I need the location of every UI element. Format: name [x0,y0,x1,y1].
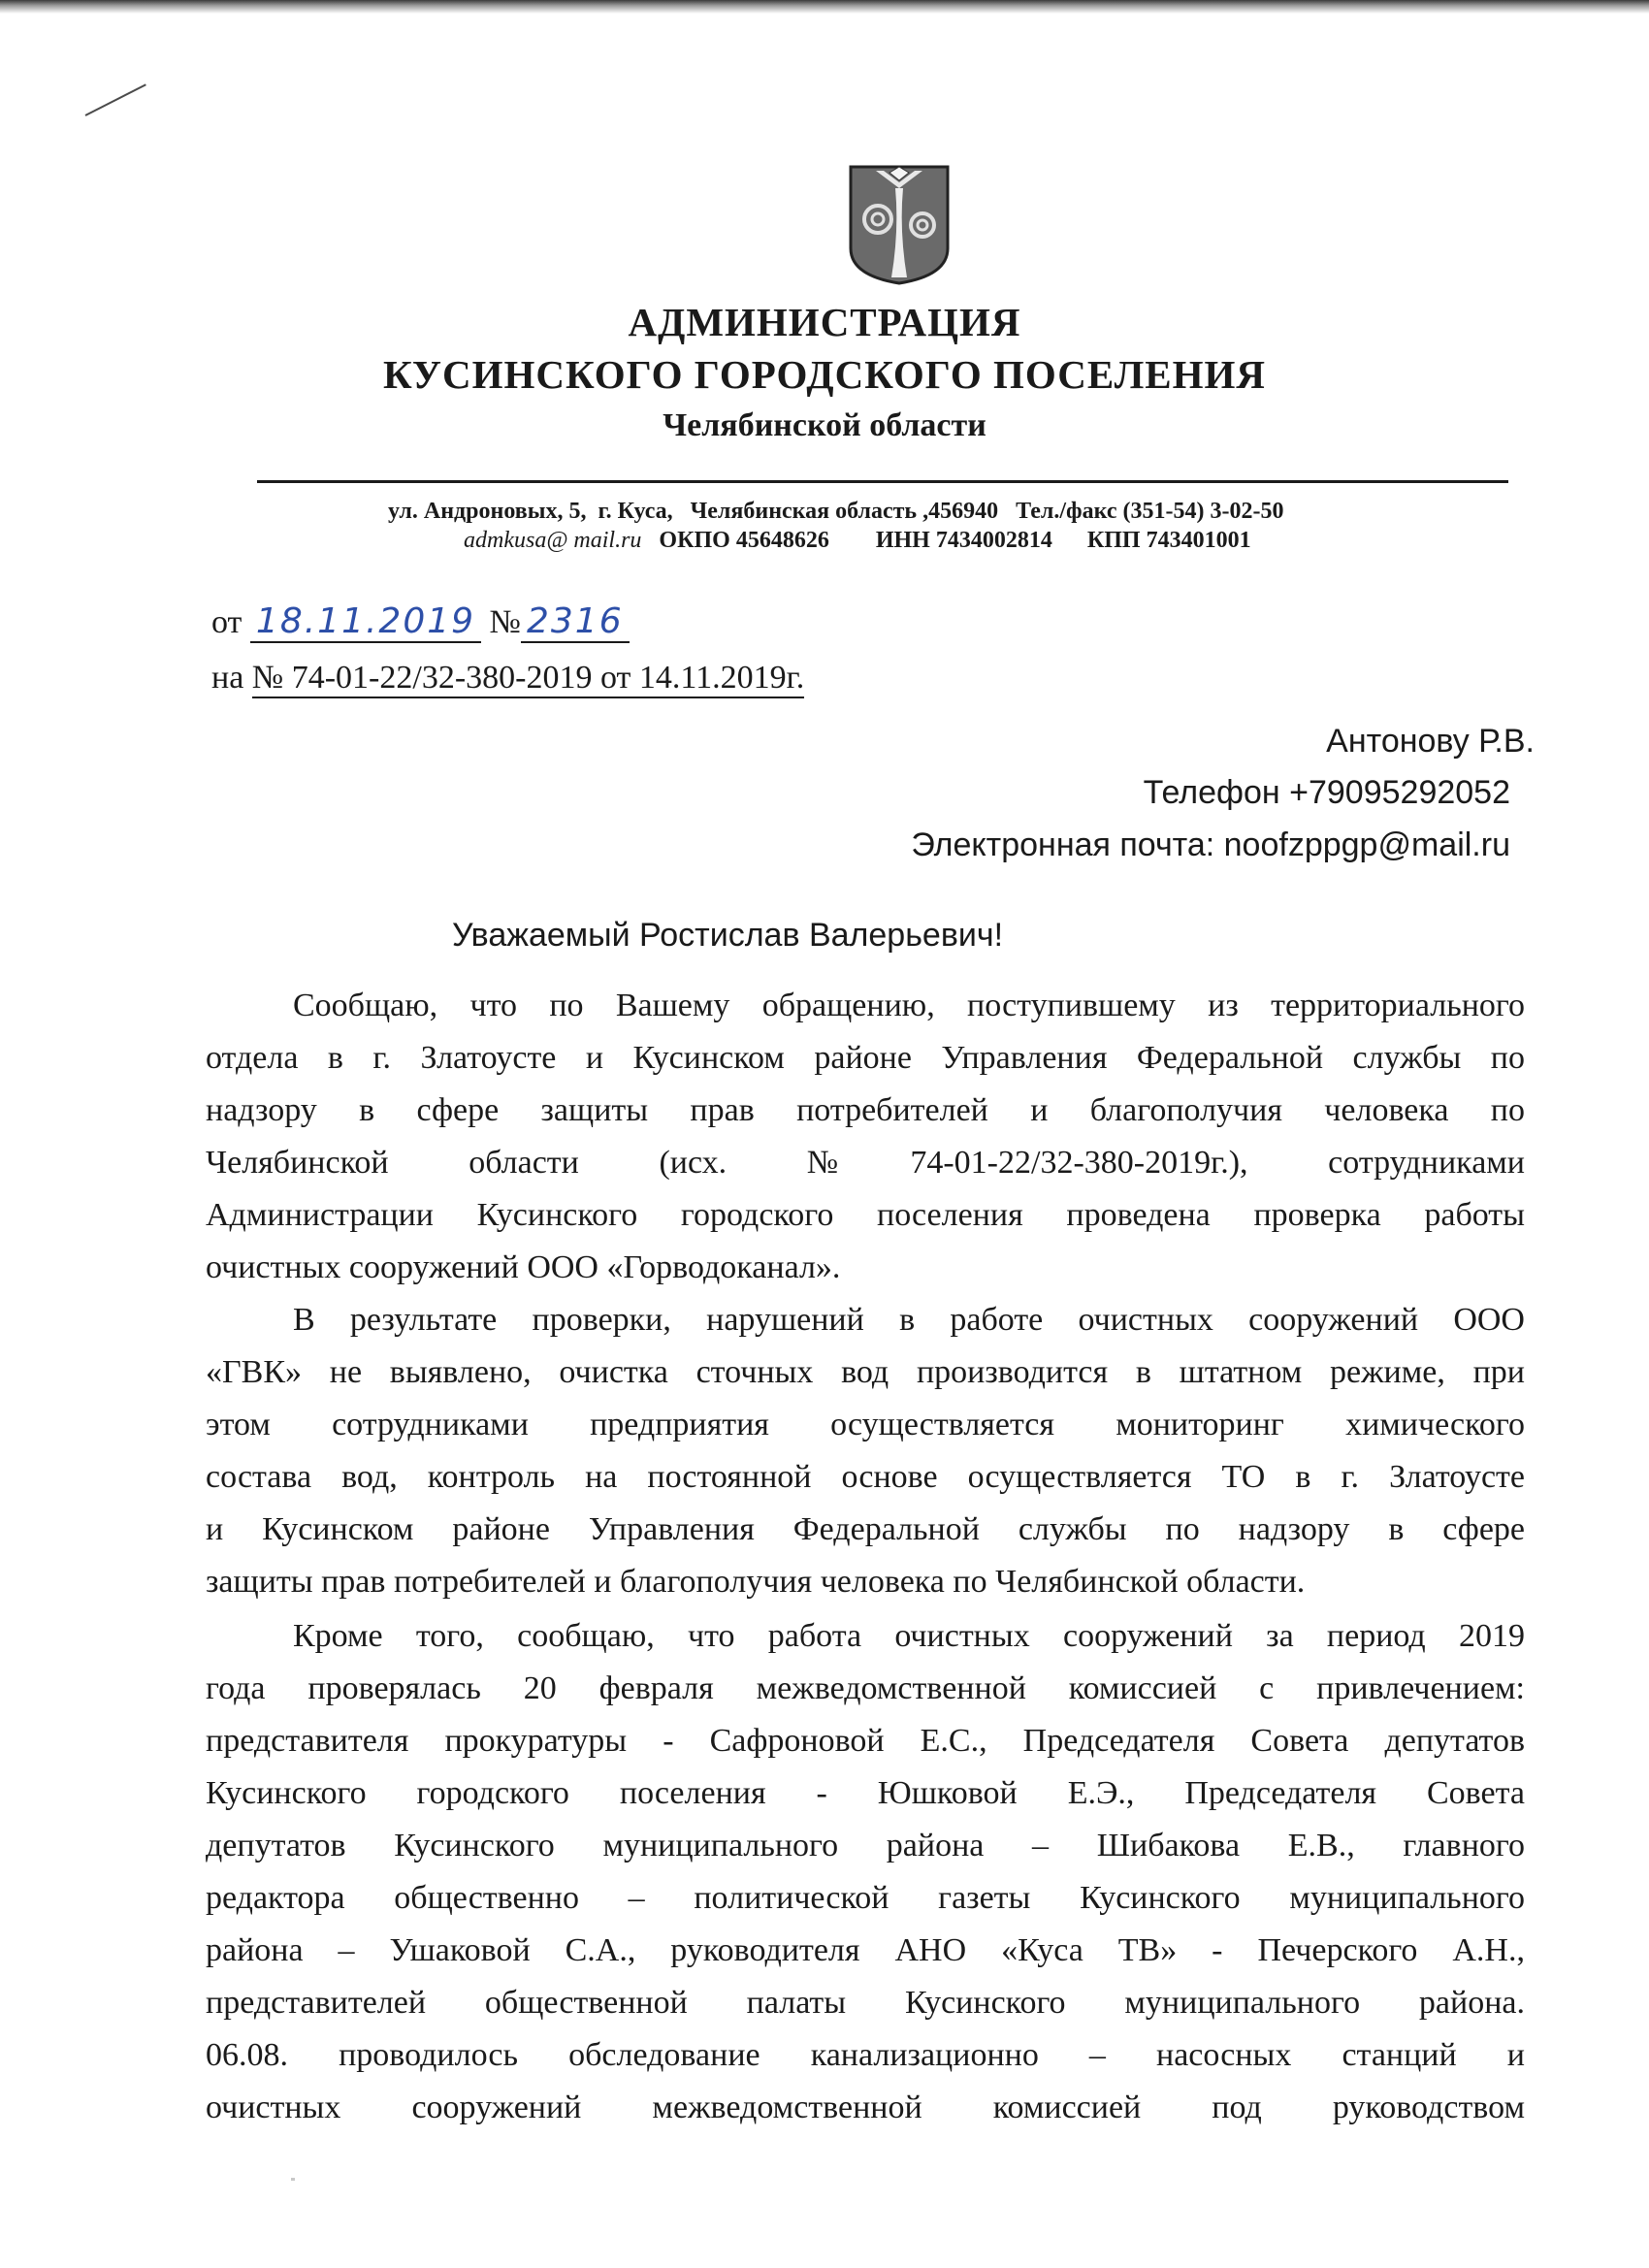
body-line: В результате проверки, нарушений в работе очистных сооружений ООО [293,1302,1525,1338]
registration-line [211,601,630,643]
addressee-phone: Телефон +79095292052 [1143,774,1510,811]
handwritten-number: 2316 [521,601,630,643]
from-label: от [211,604,242,640]
org-address-line: ул. Андроновых, 5, г. Куса, Челябинская область ,456940 Тел./факс (351-54) 3-02-50 [388,499,1284,524]
body-line: очистных сооружений ООО «Горводоканал». [206,1249,841,1285]
org-email: admkusa@ mail.ru [464,528,642,553]
org-okpo: ОКПО 45648626 [659,528,829,553]
org-subtitle: КУСИНСКОГО ГОРОДСКОГО ПОСЕЛЕНИЯ [382,352,1267,397]
org-kpp: КПП 743401001 [1086,528,1251,553]
body-line: представителя прокуратуры - Сафроновой Е.С., Председателя Совета депутатов [206,1723,1525,1759]
body-line: депутатов Кусинского муниципального района – Шибакова Е.В., главного [206,1828,1525,1863]
reference-line [211,660,804,698]
scan-speck [291,2178,295,2181]
addressee-email: Электронная почта: noofzppgp@mail.ru [911,826,1510,863]
header-rule [257,480,1508,483]
org-inn: ИНН 7434002814 [875,528,1052,553]
body-line: Кроме того, сообщаю, что работа очистных сооружений за период 2019 [293,1618,1525,1654]
addressee-name: Антонову Р.В. [1326,723,1535,760]
body-line: этом сотрудниками предприятия осуществляется мониторинг химического [206,1407,1525,1442]
handwritten-date: 18.11.2019 [250,601,481,643]
body-line: года проверялась 20 февраля межведомственной комиссией с привлечением: [206,1670,1525,1706]
org-title: АДМИНИСТРАЦИЯ [628,300,1021,344]
body-line: представителей общественной палаты Кусинского муниципального района. [206,1985,1525,2021]
body-line: Кусинского городского поселения - Юшковой Е.Э., Председателя Совета [206,1775,1525,1811]
body-line: 06.08. проводилось обследование канализационно – насосных станций и [206,2037,1525,2073]
ref-text: № 74-01-22/32-380-2019 от 14.11.2019г. [252,660,804,698]
body-line: «ГВК» не выявлено, очистка сточных вод производится в штатном режиме, при [206,1354,1525,1390]
body-line: защиты прав потребителей и благополучия человека по Челябинской области. [206,1564,1306,1600]
coat-of-arms-emblem [847,163,952,287]
body-line: состава вод, контроль на постоянной основе осуществляется ТО в г. Златоусте [206,1459,1525,1495]
body-line: надзору в сфере защиты прав потребителей и благополучия человека по [206,1092,1525,1128]
salutation: Уважаемый Ростислав Валерьевич! [451,917,1004,954]
body-line: Челябинской области (исх. №74-01-22/32-380-2019г.), сотрудниками [206,1145,1525,1181]
ref-prefix: на [211,660,244,696]
body-line: редактора общественно – политической газеты Кусинского муниципального [206,1880,1525,1916]
body-line: района – Ушаковой С.А., руководителя АНО «Куса ТВ» - Печерского А.Н., [206,1932,1525,1968]
number-label: № [489,604,521,640]
body-line: Администрации Кусинского городского поселения проведена проверка работы [206,1197,1525,1233]
body-line: отдела в г. Златоусте и Кусинском районе Управления Федеральной службы по [206,1040,1525,1076]
scan-edge [0,0,1649,14]
body-line: и Кусинском районе Управления Федеральной службы по надзору в сфере [206,1511,1525,1547]
pen-mark [85,83,146,116]
body-line: Сообщаю, что по Вашему обращению, поступившему из территориального [293,988,1525,1023]
org-region: Челябинской области [663,407,986,443]
body-line: очистных сооружений межведомственной комиссией под руководством [206,2090,1525,2125]
org-codes-line [464,528,1251,554]
